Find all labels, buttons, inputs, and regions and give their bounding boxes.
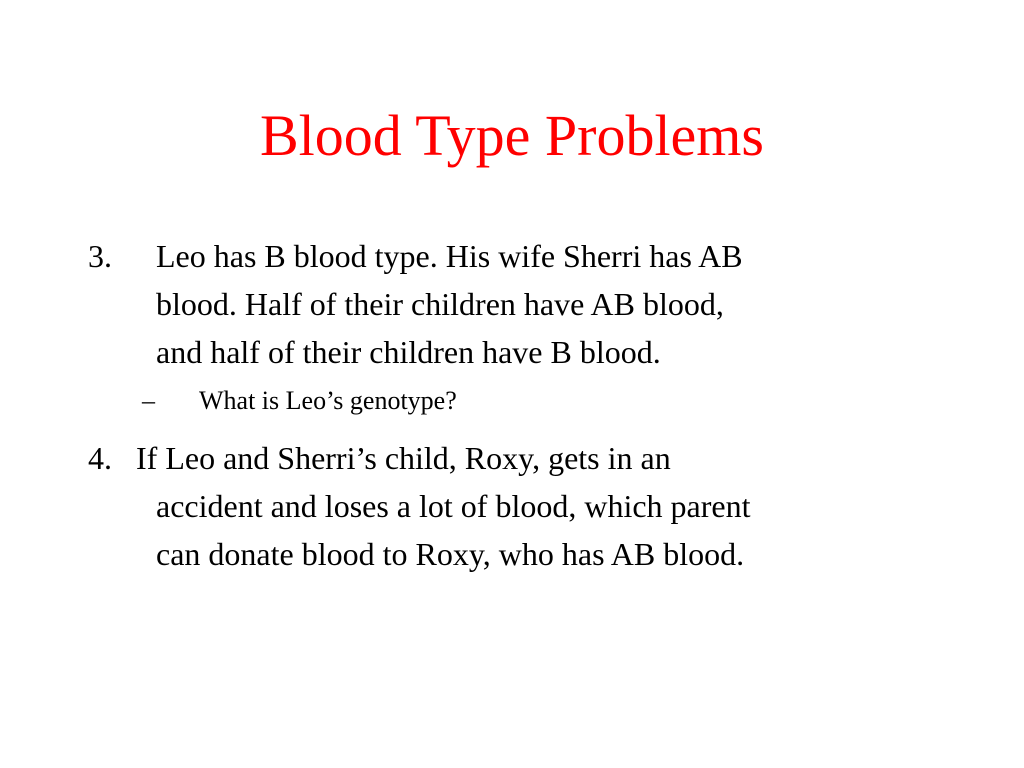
sub-item-text: What is Leo’s genotype? [199,386,457,415]
item-number-3: 3. [88,238,112,274]
slide-title: Blood Type Problems [260,103,764,168]
item-4-line-1: If Leo and Sherri’s child, Roxy, gets in an [136,440,671,476]
item-3-line-2: blood. Half of their children have AB blood, [156,286,724,322]
sub-item-dash: – [142,386,155,415]
item-3-line-1: Leo has B blood type. His wife Sherri has AB [156,238,743,274]
item-4-line-2: accident and loses a lot of blood, which parent [156,488,751,524]
item-4-line-3: can donate blood to Roxy, who has AB blood. [156,536,745,572]
item-3-line-3: and half of their children have B blood. [156,334,661,370]
item-number-4: 4. [88,440,112,476]
